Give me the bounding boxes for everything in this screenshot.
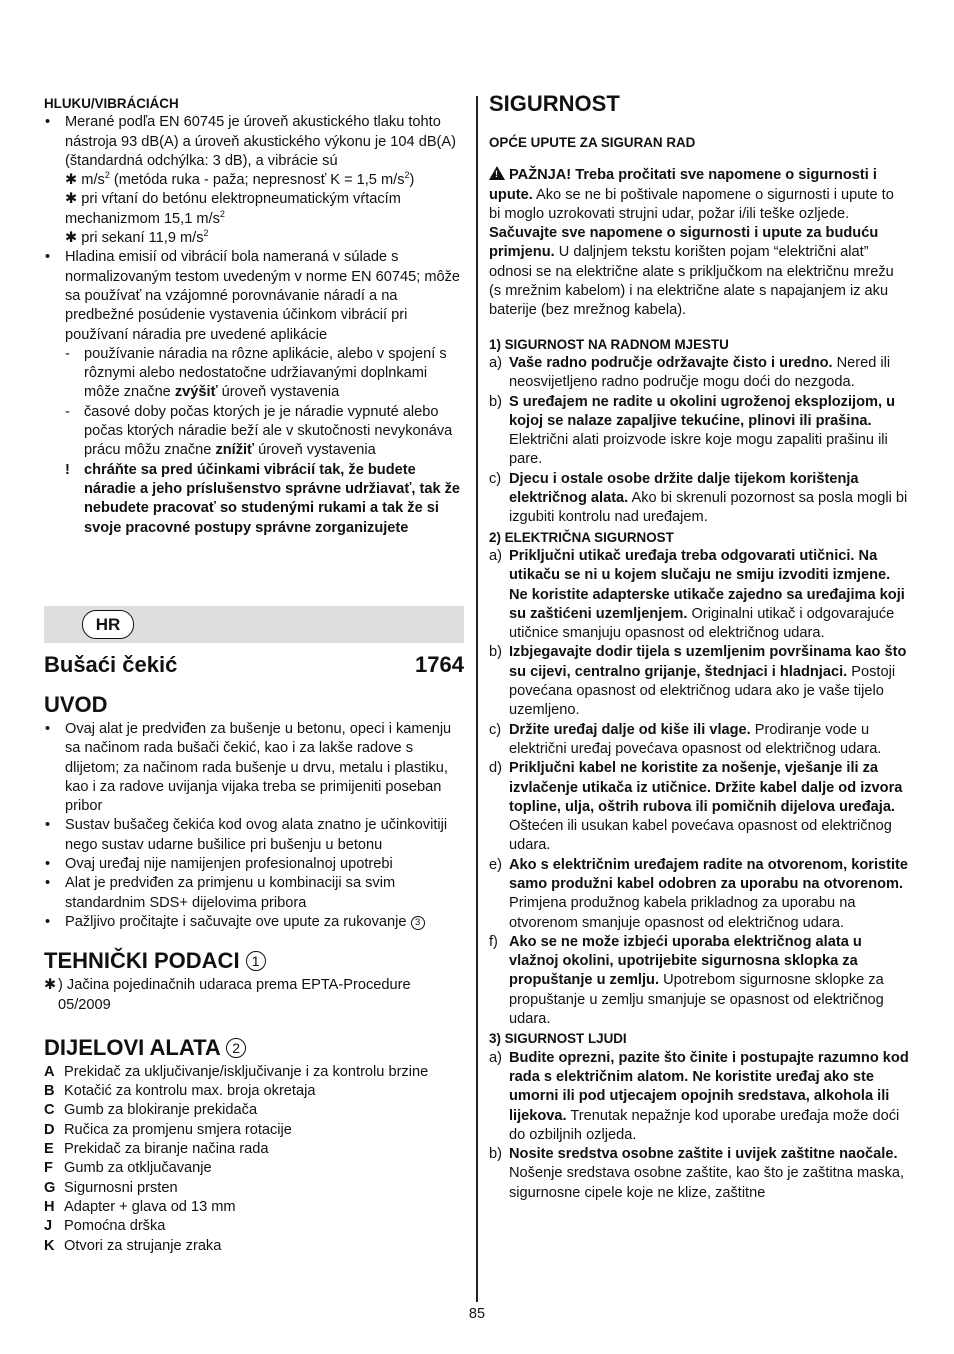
list-item: a) Vaše radno područje održavajte čisto i uredno. Nered ili neosvijetljeno radno područje mogu doći do nezgoda. bbox=[489, 354, 891, 391]
list-item: E Prekidač za biranje načina rada bbox=[44, 1141, 269, 1158]
warning-icon bbox=[489, 166, 505, 180]
list-item: f) Ako se ne može izbjeći uporaba električnog alata u vlažnoj okolini, upotrijebite sigurnosna sklopka za propuštanje u zemlju. Upotrebom sigurnosne sklopke za propuštanje u zemlju smanjuje se opasnost od električnog udara. bbox=[489, 933, 884, 1028]
asterisk-icon: ✱ bbox=[65, 230, 78, 247]
list-item: C Gumb za blokiranje prekidača bbox=[44, 1102, 258, 1119]
asterisk-icon: ✱ bbox=[65, 191, 78, 208]
list-item: • Ovaj alat je predviđen za bušenje u betonu, opeci i kamenju sa načinom rada bušači čekić, kao i za lakše radove s dlijetom; za načinom rada bušenje u drvu, metalu i plastiku, kao i za radove uvijanja vijaka treba se primijeniti poseban pribor bbox=[44, 720, 464, 816]
list-item: B Kotačić za kontrolu max. broja okretaja bbox=[44, 1083, 316, 1100]
list-item: D Ručica za promjenu smjera rotacije bbox=[44, 1121, 292, 1138]
parts-list bbox=[44, 1063, 464, 1256]
section-3-heading: 3) SIGURNOST LJUDI bbox=[489, 1031, 627, 1047]
vibration-dash-1: - používanie náradia na rôzne aplikácie, alebo v spojení s rôznymi alebo nedostatočne udržiavanými doplnkami môže značne zvýšiť úroveň vystavenia bbox=[44, 345, 464, 403]
product-title: Bušaći čekić 1764 bbox=[44, 652, 464, 677]
list-item: e) Ako s električnim uređajem radite na otvorenom, koristite samo produžni kabel odobren za uporabu na otvorenom. Primjena produžnog kabela prikladnog za uporabu na otvorenom smanjuje opasnost od električnog udara. bbox=[489, 856, 909, 931]
list-item: b) S uređajem ne radite u okolini ugroženoj eksplozijom, u kojoj se nalaze zapaljive tekućine, plinovi ili prašina. Električni alati proizvode iskre koje mogu zapaliti prašinu ili pare. bbox=[489, 393, 895, 468]
list-item: a) Budite oprezni, pazite što činite i postupajte razumno kod rada s električnim alatom. Ne koristite uređaj ako ste umorni ili pod utjecajem opojnih sredstava, alkohola ili lijekova. Trenutak nepažnje kod uporabe uređaja može doći do ozbiljnih ozljeda. bbox=[489, 1049, 909, 1143]
list-item: J Pomoćna drška bbox=[44, 1218, 166, 1235]
list-item: • Sustav bušačeg čekića kod ovog alata znatno je učinkovitiji nego sustav udarne bušilice pri bušenju u betonu bbox=[44, 816, 464, 855]
list-item: H Adapter + glava od 13 mm bbox=[44, 1198, 236, 1215]
vibration-dash-2: - časové doby počas ktorých je je náradie vypnuté alebo počas ktorých náradie beží ale v skutočnosti nevykonáva prácu môžu značne znížiť úroveň vystavenia bbox=[44, 403, 464, 461]
vibration-heading: HLUKU/VIBRÁCIÁCH bbox=[44, 96, 179, 111]
list-item: K Otvori za strujanje zraka bbox=[44, 1237, 222, 1254]
list-item: b) Nosite sredstva osobne zaštite i uvijek zaštitne naočale. Nošenje sredstava osobne zaštite, kao što je zaštitna maska, sigurnosne cipele koje ne klize, zaštitne bbox=[489, 1146, 905, 1201]
uvod-title: UVOD bbox=[44, 692, 108, 717]
list-item: d) Priključni kabel ne koristite za nošenje, vješanje ili za izvlačenje utikača iz utičnice. Držite kabel dalje od izvora topline, ulja, oštrih rubova ili pomičnih dijelova uređaja. Oštećen ili usukan kabel povećava opasnost od električnog udara. bbox=[489, 760, 903, 854]
language-bar bbox=[44, 606, 464, 643]
right-column bbox=[489, 0, 909, 1203]
tech-title: TEHNIČKI PODACI 1 bbox=[44, 948, 464, 974]
page-number: 85 bbox=[468, 1306, 486, 1322]
list-item: A Prekidač za uključivanje/isključivanje i za kontrolu brzine bbox=[44, 1063, 429, 1080]
vibration-warning: ! chráňte sa pred účinkami vibrácií tak, že budete náradie a jeho príslušenstvo správne udržiavať, tak že nebudete pracovať so studenými rukami a tak že si svoje pracovné postupy správne zorganizujete bbox=[44, 461, 464, 538]
list-item: b) Izbjegavajte dodir tijela s uzemljenim površinama kao što su cijevi, centralno grijanje, štednjaci i hladnjaci. Postoji povećana opasnost od električnog udara ako je vaše tijelo uzemljeno. bbox=[489, 644, 907, 719]
vibration-bullet-2: • Hladina emisií od vibrácií bola nameraná v súlade s normalizovaným testom uvedeným v norme EN 60745; môže sa používať na vzájomné porovnávanie náradí a na predbežné posúdenie vystavenia účinkom vibrácií pri používaní náradia pre uvedené aplikácie bbox=[44, 248, 464, 344]
list-item: • Pažljivo pročitajte i sačuvajte ove upute za rukovanje 3 bbox=[44, 913, 464, 932]
list-item: c) Djecu i ostale osobe držite dalje tijekom korištenja električnog alata. Ako bi skrenuli pozornost sa posla mogli bi izgubiti kontrolu nad uređajem. bbox=[489, 470, 908, 526]
general-warning: !PAŽNJA! Treba pročitati sve napomene o sigurnosti i upute. Ako se ne bi poštivale napomene o sigurnosti i upute to bi moglo uzrokovati strujni udar, požar i/ili teške ozljede. Sačuvajte sve napomene o sigurnosti i upute za buduću primjenu. U daljnjem tekstu korišten pojam “električni alat” odnosi se na električne alate s priključkom na električnu mrežu (s mrežnim kabelom) i na električne alate s napajanjem iz aku baterije (bez mrežnog kabela). bbox=[489, 166, 909, 320]
vibration-bullet-1: • Merané podľa EN 60745 je úroveň akustického tlaku tohto nástroja 93 dB(A) a úroveň akustického výkonu je 104 dB(A) (štandardná odchýlka: 3 dB), a vibrácie sú ✱ $m/s^2$ (metóda ruka - paža; nepresnosť K = 1,5 $m/s^2$) ✱ pri vŕtaní do betónu elektropneumatickým vŕtacím mechanizmom 15,1 $m/s^2$ ✱ pri sekaní 11,9 $m/s^2$ bbox=[44, 113, 464, 248]
language-badge: HR bbox=[82, 610, 134, 639]
list-item: G Sigurnosni prsten bbox=[44, 1179, 178, 1196]
list-item: • Alat je predviđen za primjenu u kombinaciji sa svim standardnim SDS+ dijelovima pribora bbox=[44, 874, 464, 913]
safety-title: SIGURNOST bbox=[489, 91, 620, 116]
general-heading: OPĆE UPUTE ZA SIGURAN RAD bbox=[489, 135, 696, 150]
section-2-heading: 2) ELEKTRIČNA SIGURNOST bbox=[489, 529, 674, 545]
left-column bbox=[44, 0, 464, 538]
uvod-list bbox=[44, 720, 464, 932]
section-1-heading: 1) SIGURNOST NA RADNOM MJESTU bbox=[489, 336, 729, 352]
tech-note: ✱ ) Jačina pojedinačnih udaraca prema EPTA-Procedure 05/2009 bbox=[44, 977, 411, 1013]
list-item: a) Priključni utikač uređaja treba odgovarati utičnici. Na utikaču se ni u kojem slučaju ne smiju izvoditi izmjene. Ne koristite adapterske utikače zajedno sa uređajima koji su zaštićeni uzemljenjem. Originalni utikač i odgovarajuće utičnice smanjuju opasnost od električnog udara. bbox=[489, 547, 905, 642]
left-column-hr bbox=[44, 652, 464, 1256]
parts-title: DIJELOVI ALATA 2 bbox=[44, 1035, 464, 1061]
column-divider bbox=[476, 96, 478, 1302]
asterisk-icon: ✱ bbox=[65, 172, 78, 189]
list-item: • Ovaj uređaj nije namijenjen profesionalnoj upotrebi bbox=[44, 855, 464, 874]
list-item: F Gumb za otključavanje bbox=[44, 1160, 212, 1177]
list-item: c) Držite uređaj dalje od kiše ili vlage. Prodiranje vode u električni uređaj povećava opasnost od električnog udara. bbox=[489, 721, 882, 757]
asterisk-icon: ✱ bbox=[44, 977, 57, 994]
